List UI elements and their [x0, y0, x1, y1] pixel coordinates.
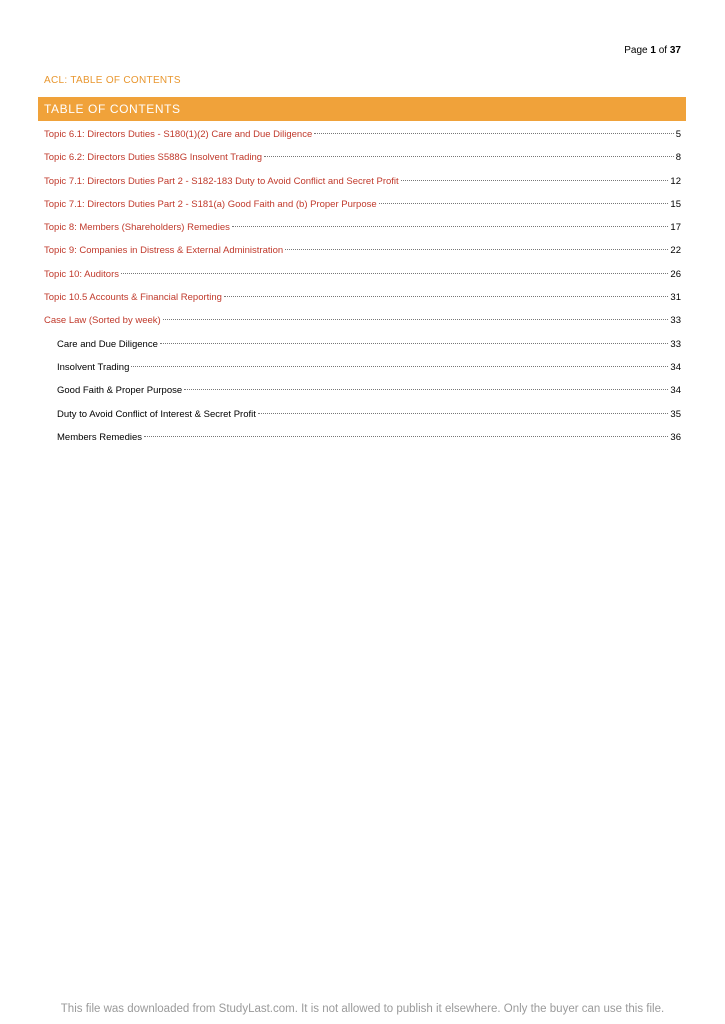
toc-entry-title[interactable]: Topic 9: Companies in Distress & External Administration [44, 245, 284, 257]
toc-entry[interactable] [44, 151, 681, 174]
page-total: 37 [669, 45, 681, 56]
toc-entry-page-number: 36 [670, 431, 681, 443]
page-current: 1 [650, 45, 656, 56]
toc-subentry[interactable] [44, 431, 681, 454]
toc-entry[interactable] [44, 314, 681, 337]
page-prefix: Page [624, 45, 651, 56]
toc-dot-leader [144, 436, 668, 437]
toc-entry-title[interactable]: Topic 6.2: Directors Duties S588G Insolvent Trading [44, 152, 263, 164]
toc-entry-page-number: 5 [675, 129, 681, 140]
toc-dot-leader [258, 413, 669, 414]
toc-entry-page-number: 33 [670, 338, 681, 350]
toc-dot-leader [131, 366, 668, 367]
toc-entry-title[interactable]: Care and Due Diligence [57, 338, 158, 350]
toc-entry-page-number: 26 [670, 268, 681, 280]
toc-entry-title[interactable]: Good Faith & Proper Purpose [57, 385, 183, 397]
page-of: of [655, 45, 670, 56]
toc-entry-title[interactable]: Insolvent Trading [57, 361, 130, 373]
toc-entry-title[interactable]: Members Remedies [57, 431, 142, 443]
toc-entry-page-number: 33 [670, 315, 681, 327]
toc-dot-leader [401, 180, 669, 181]
toc-subentry[interactable] [44, 408, 681, 431]
toc-entry[interactable] [44, 128, 681, 151]
toc-dot-leader [224, 296, 668, 297]
download-notice-footer: This file was downloaded from StudyLast.com. It is not allowed to publish it elsewhere. Only the buyer can use this file. [60, 1003, 665, 1015]
toc-subentry[interactable] [44, 361, 681, 384]
toc-entry-title[interactable]: Topic 10.5 Accounts & Financial Reporting [44, 292, 222, 304]
toc-entry-page-number: 35 [670, 408, 681, 420]
toc-entry-title[interactable]: Topic 8: Members (Shareholders) Remedies [44, 222, 230, 234]
toc-entry-page-number: 17 [670, 222, 681, 234]
toc-entry-page-number: 8 [675, 152, 681, 164]
toc-entry-page-number: 34 [670, 385, 681, 397]
toc-dot-leader [163, 319, 669, 320]
toc-entry-title[interactable]: Case Law (Sorted by week) [44, 315, 161, 327]
toc-heading-banner: TABLE OF CONTENTS [38, 97, 686, 121]
table-of-contents [44, 128, 681, 454]
toc-entry-title[interactable]: Topic 6.1: Directors Duties - S180(1)(2) Care and Due Diligence [44, 129, 313, 140]
toc-dot-leader [379, 203, 669, 204]
toc-dot-leader [314, 133, 673, 134]
toc-dot-leader [232, 226, 669, 227]
toc-entry[interactable] [44, 244, 681, 267]
running-header-title: ACL: TABLE OF CONTENTS [44, 75, 181, 86]
page-number [624, 45, 681, 56]
toc-entry-page-number: 12 [670, 175, 681, 187]
toc-entry-page-number: 22 [670, 245, 681, 257]
toc-dot-leader [121, 273, 668, 274]
toc-entry-title[interactable]: Topic 7.1: Directors Duties Part 2 - S181(a) Good Faith and (b) Proper Purpose [44, 198, 377, 210]
toc-entry-page-number: 31 [670, 292, 681, 304]
toc-entry-title[interactable]: Duty to Avoid Conflict of Interest & Secret Profit [57, 408, 256, 420]
toc-entry[interactable] [44, 221, 681, 244]
toc-entry[interactable] [44, 175, 681, 198]
toc-dot-leader [184, 389, 668, 390]
toc-entry[interactable] [44, 291, 681, 314]
toc-entry[interactable] [44, 198, 681, 221]
toc-entry-page-number: 34 [670, 361, 681, 373]
toc-subentry[interactable] [44, 384, 681, 407]
toc-dot-leader [264, 156, 674, 157]
toc-entry[interactable] [44, 268, 681, 291]
toc-subentry[interactable] [44, 338, 681, 361]
toc-dot-leader [285, 249, 668, 250]
toc-entry-title[interactable]: Topic 7.1: Directors Duties Part 2 - S182-183 Duty to Avoid Conflict and Secret Profit [44, 175, 399, 187]
toc-entry-title[interactable]: Topic 10: Auditors [44, 268, 119, 280]
toc-dot-leader [160, 343, 669, 344]
toc-entry-page-number: 15 [670, 198, 681, 210]
